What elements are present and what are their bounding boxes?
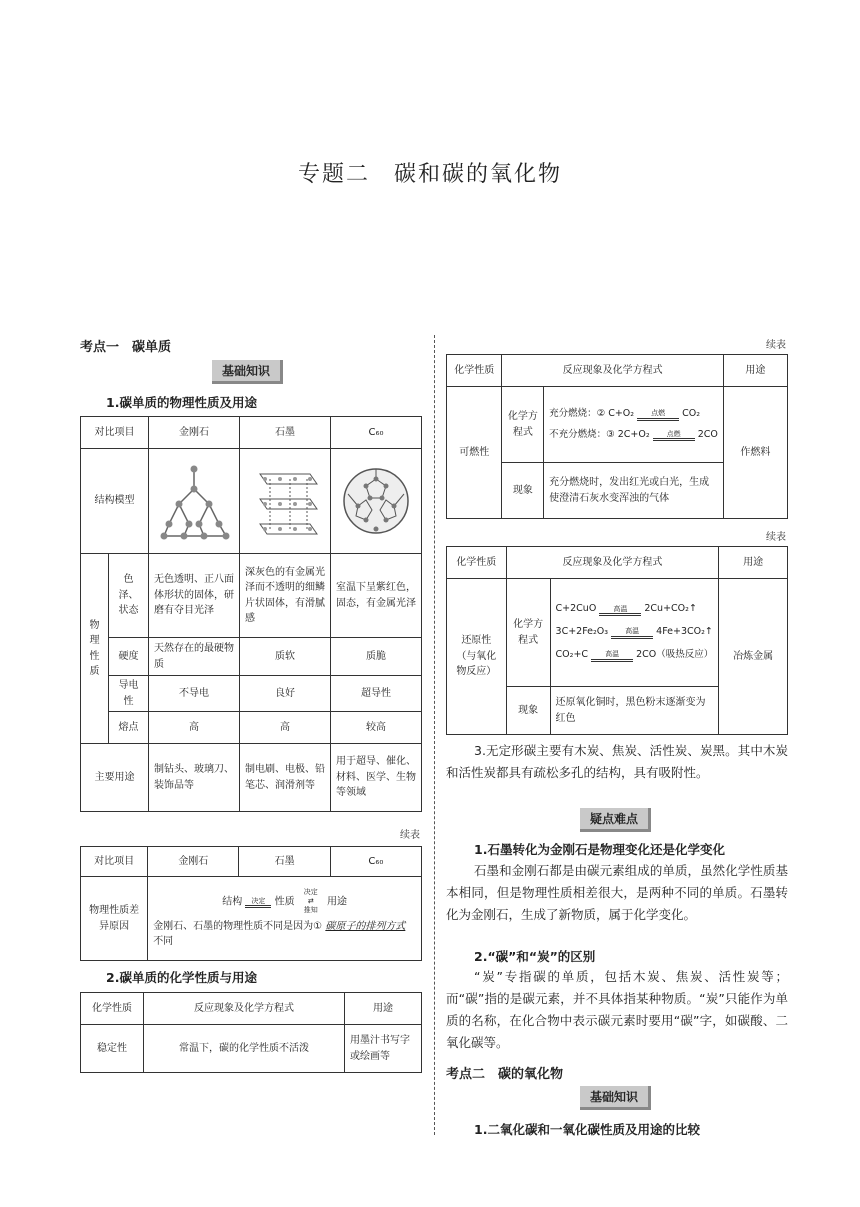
page-title: 专题二 碳和碳的氧化物	[297, 162, 562, 187]
header-cell: 金刚石	[148, 847, 239, 877]
arrow-label: 推知	[303, 905, 318, 914]
eq-right: 2CO	[697, 428, 718, 440]
cell-value: 天然存在的最硬物质	[148, 638, 239, 676]
continued-label: 续表	[766, 532, 786, 543]
reason-prefix: 金刚石、石墨的物理性质不同是因为①	[153, 920, 323, 932]
cell-value: 超导性	[330, 676, 421, 712]
eq-right: 2CO（吸热反应）	[636, 648, 714, 660]
c60-structure-image	[330, 449, 421, 554]
stability-text: 常温下，碳的化学性质不活泼	[144, 1025, 345, 1073]
eq-arrow	[591, 649, 633, 660]
header-cell: 用途	[719, 547, 788, 579]
cell-value: 用于超导、催化、材料、医学、生物等领域	[330, 744, 421, 812]
eq-left: 充分燃烧：② C+O₂	[549, 407, 635, 419]
eq-right: 4Fe+3CO₂↑	[656, 626, 713, 638]
reason-suffix: 不同	[153, 936, 174, 947]
eq-arrow	[599, 604, 641, 615]
eq-left: CO₂+C	[555, 648, 589, 660]
cell-value: 质软	[239, 638, 330, 676]
row-label-stability: 稳定性	[81, 1025, 144, 1073]
physical-properties-table	[80, 416, 422, 812]
flow-use: 用途	[326, 896, 347, 907]
row-label: 导电性	[109, 676, 149, 712]
section-heading-2: 考点二 碳的氧化物	[446, 1067, 564, 1082]
reason-sentence	[153, 919, 416, 950]
subheading-chemical-properties: 2.碳单质的化学性质与用途	[106, 970, 257, 985]
question-1-answer: 石墨和金刚石都是由碳元素组成的单质，虽然化学性质基本相同，但是物理性质相差很大，是两种不同的单质。石墨转化为金刚石，生成了新物质，属于化学变化。	[446, 863, 788, 922]
header-cell: 反应现象及化学方程式	[144, 993, 345, 1025]
eq-arrow	[653, 429, 695, 440]
row-label-physical: 物理性质	[81, 554, 109, 744]
arrow-label: 决定	[251, 896, 266, 905]
structure-property-use-flow	[153, 888, 416, 915]
row-label-reason: 物理性质差异原因	[81, 877, 148, 961]
question-2-answer: “炭”专指碳的单质，包括木炭、焦炭、活性炭等；而“碳”指的是碳元素，并不具体指某种物质。“炭”只能作为单质的名称，在化合物中表示碳元素时要用“碳”字，如碳酸、二氧化碳等。	[446, 969, 788, 1050]
cell-value: 高	[239, 712, 330, 744]
equation-complete	[549, 407, 718, 422]
eq-label: 化学方程式	[502, 387, 544, 463]
row-label: 熔点	[109, 712, 149, 744]
flow-property: 性质	[274, 896, 295, 907]
eq-condition: 高温	[625, 627, 640, 636]
section-heading-1: 考点一 碳单质	[80, 340, 172, 355]
eq-condition: 高温	[605, 649, 620, 658]
row-label: 硬度	[109, 638, 149, 676]
eq-condition: 高温	[613, 604, 628, 613]
header-cell: 用途	[723, 355, 787, 387]
cell-value: 质脆	[330, 638, 421, 676]
header-cell: 石墨	[239, 847, 330, 877]
combustibility-table	[446, 354, 788, 519]
phenomenon-label: 现象	[502, 463, 544, 519]
header-cell: 对比项目	[81, 847, 148, 877]
equation-cuo	[556, 602, 714, 617]
arrow-decide-infer: 决定 ⇄ 推知	[303, 887, 318, 914]
flow-structure: 结构	[222, 896, 243, 907]
arrow-decide	[245, 896, 271, 907]
continued-label: 续表	[766, 340, 786, 351]
header-cell: 用途	[345, 993, 422, 1025]
row-label: 色泽、状态	[109, 554, 149, 638]
equation-incomplete	[549, 428, 718, 443]
cell-value: 制钻头、玻璃刀、装饰品等	[148, 744, 239, 812]
eq-arrow	[611, 626, 653, 637]
question-1-title: 1.石墨转化为金刚石是物理变化还是化学变化	[474, 842, 725, 857]
eq-left: 3C+2Fe₂O₃	[555, 626, 609, 638]
reason-cell	[148, 877, 422, 961]
cell-value: 不导电	[148, 676, 239, 712]
header-cell: 对比项目	[81, 417, 149, 449]
phenomenon-label: 现象	[506, 687, 550, 735]
row-label-reducibility: 还原性（与氧化物反应）	[447, 579, 507, 735]
cell-value: 无色透明、正八面体形状的固体，研磨有夺目光泽	[148, 554, 239, 638]
equation-co2	[556, 648, 714, 663]
physical-difference-table	[80, 846, 422, 961]
header-cell: 化学性质	[81, 993, 144, 1025]
badge-basic-knowledge: 基础知识	[212, 360, 283, 384]
phenomenon-text: 充分燃烧时，发出红光或白光，生成使澄清石灰水变浑浊的气体	[544, 463, 724, 519]
eq-left: 不充分燃烧：③ 2C+O₂	[549, 428, 650, 440]
subheading-physical-properties: 1.碳单质的物理性质及用途	[106, 395, 257, 410]
graphite-structure-image	[239, 449, 330, 554]
cell-value: 深灰色的有金属光泽而不透明的细鳞片状固体，有滑腻感	[239, 554, 330, 638]
eq-arrow	[637, 408, 679, 419]
badge-difficult-points: 疑点难点	[580, 808, 651, 832]
cell-value: 较高	[330, 712, 421, 744]
header-cell: C₆₀	[330, 847, 421, 877]
header-cell: 金刚石	[148, 417, 239, 449]
eq-left: C+2CuO	[555, 603, 597, 615]
reducibility-table	[446, 546, 788, 735]
eq-right: CO₂	[682, 407, 701, 419]
header-cell: 化学性质	[447, 547, 507, 579]
column-divider	[434, 335, 435, 1135]
equation-fe2o3	[556, 625, 714, 640]
combustibility-use: 作燃料	[723, 387, 787, 519]
cell-value: 制电刷、电极、铅笔芯、润滑剂等	[239, 744, 330, 812]
amorphous-carbon-paragraph: 3.无定形碳主要有木炭、焦炭、活性炭、炭黑。其中木炭和活性炭都具有疏松多孔的结构，具有吸附性。	[446, 743, 788, 780]
row-label-combustibility: 可燃性	[447, 387, 502, 519]
header-cell: 石墨	[239, 417, 330, 449]
cell-value: 良好	[239, 676, 330, 712]
reduction-equations	[550, 579, 719, 687]
reason-answer: 碳原子的排列方式	[325, 920, 406, 932]
reducibility-use: 冶炼金属	[719, 579, 788, 735]
eq-condition: 点燃	[666, 429, 681, 438]
eq-condition: 点燃	[651, 408, 666, 417]
eq-right: 2Cu+CO₂↑	[644, 603, 697, 615]
header-cell: 反应现象及化学方程式	[502, 355, 723, 387]
header-cell: 化学性质	[447, 355, 502, 387]
subheading-oxides-comparison: 1.二氧化碳和一氧化碳性质及用途的比较	[474, 1122, 700, 1137]
phenomenon-text: 还原氧化铜时，黑色粉末逐渐变为红色	[550, 687, 719, 735]
cell-value: 室温下呈紫红色，固态，有金属光泽	[330, 554, 421, 638]
row-label-uses: 主要用途	[81, 744, 149, 812]
combustion-equations	[544, 387, 724, 463]
header-cell: 反应现象及化学方程式	[506, 547, 719, 579]
row-label-structure: 结构模型	[81, 449, 149, 554]
cell-value: 高	[148, 712, 239, 744]
badge-basic-knowledge-2: 基础知识	[580, 1086, 651, 1110]
diamond-structure-image	[148, 449, 239, 554]
arrow-label: 决定	[303, 887, 318, 896]
continued-label: 续表	[400, 830, 420, 841]
stability-table	[80, 992, 422, 1073]
eq-label: 化学方程式	[506, 579, 550, 687]
header-cell: C₆₀	[330, 417, 421, 449]
question-2-title: 2.“碳”和“炭”的区别	[474, 949, 596, 964]
stability-use: 用墨汁书写字或绘画等	[345, 1025, 422, 1073]
